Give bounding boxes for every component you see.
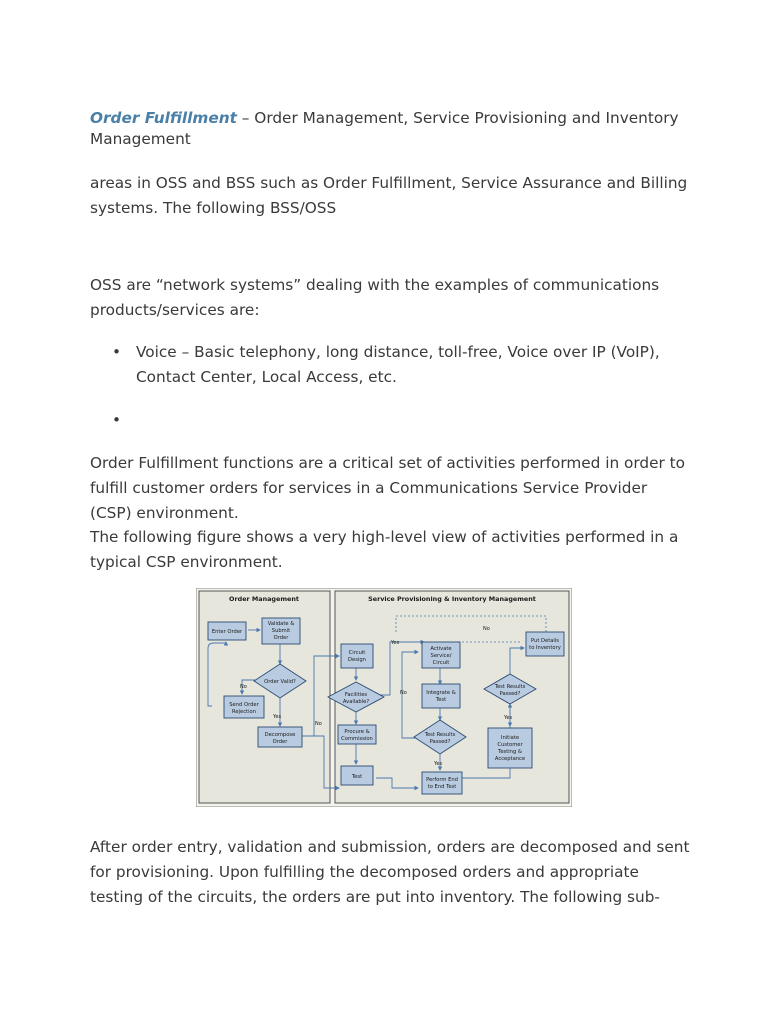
- label-perform-2: to End Test: [427, 784, 457, 790]
- label-perform-1: Perform End: [426, 777, 458, 783]
- label-integrate-2: Test: [435, 697, 447, 703]
- label-put-details-1: Put Details: [531, 638, 559, 644]
- panel-title-service-provisioning: Service Provisioning & Inventory Management: [368, 595, 536, 603]
- label-activate-1: Activate: [430, 646, 452, 652]
- label-test-results-right-2: Passed?: [499, 691, 521, 697]
- label-send-rejection-1: Send Order: [229, 702, 259, 708]
- label-decompose-2: Order: [272, 739, 288, 745]
- label-circuit-1: Circuit: [348, 650, 366, 656]
- label-procure-1: Procure &: [344, 729, 370, 735]
- section-heading: [90, 108, 690, 150]
- label-decompose-1: Decompose: [264, 732, 296, 738]
- put-details-box: [526, 632, 564, 656]
- label-facilities-1: Facilities: [344, 692, 368, 698]
- label-initiate-4: Acceptance: [494, 756, 526, 762]
- list-item: [90, 340, 690, 390]
- initiate-testing-box: [488, 728, 532, 768]
- label-no-reject: No: [240, 684, 247, 690]
- panel-title-order-management: Order Management: [229, 595, 299, 603]
- label-activate-3: Circuit: [432, 660, 450, 666]
- bullet-marker: •: [112, 411, 122, 429]
- heading-rest: – Order Management, Service Provisioning and Inventory Management: [90, 109, 679, 148]
- label-test-results-mid-1: Test Results: [424, 732, 456, 738]
- paragraph-oss-network-systems: OSS are “network systems” dealing with the examples of communications products/services are:: [90, 276, 660, 319]
- bullet-text: Voice – Basic telephony, long distance, toll-free, Voice over IP (VoIP), Contact Center, Local Access, etc.: [136, 343, 660, 386]
- label-activate-2: Service/: [430, 653, 452, 659]
- paragraph-figure-intro: The following figure shows a very high-level view of activities performed in a typical CSP environment.: [90, 528, 679, 571]
- list-item: [90, 408, 690, 433]
- label-integrate-1: Integrate &: [426, 690, 456, 696]
- label-test-results-right-1: Test Results: [494, 684, 526, 690]
- label-initiate-3: Testing &: [498, 749, 522, 755]
- label-yes-right: Yes: [504, 715, 513, 721]
- label-validate-1: Validate &: [267, 621, 295, 627]
- label-test: Test: [351, 774, 363, 780]
- perform-end-box: [422, 772, 462, 794]
- label-put-details-2: to Inventory: [529, 645, 561, 651]
- label-initiate-2: Customer: [497, 742, 523, 748]
- label-no-facilities: No: [315, 721, 322, 727]
- services-bullet-list: [90, 340, 690, 433]
- label-yes-mid: Yes: [434, 761, 443, 767]
- label-yes-facilities: Yes: [391, 640, 400, 646]
- label-yes-valid: Yes: [273, 714, 282, 720]
- paragraph-oss-bss-areas: areas in OSS and BSS such as Order Fulfillment, Service Assurance and Billing systems. The following BSS/OSS: [90, 174, 688, 217]
- label-facilities-2: Available?: [342, 699, 370, 705]
- label-procure-2: Commission: [341, 736, 373, 742]
- flowchart-svg: [196, 588, 572, 807]
- label-no-top: No: [483, 626, 490, 632]
- paragraph-after-order-entry: After order entry, validation and submission, orders are decomposed and sent for provisioning. Upon fulfilling the decomposed orders and appropriate testing of the circuits, the orders are put into inventory. The following sub-: [90, 838, 690, 906]
- order-fulfillment-flowchart: [196, 588, 572, 807]
- label-enter-order: Enter Order: [211, 629, 243, 635]
- paragraph-order-fulfillment-functions: Order Fulfillment functions are a critical set of activities performed in order to fulfill customer orders for services in a Communications Service Provider (CSP) environment.: [90, 454, 686, 522]
- integrate-box: [422, 684, 460, 708]
- label-validate-3: Order: [273, 635, 289, 641]
- label-test-results-mid-2: Passed?: [429, 739, 451, 745]
- label-no-mid: No: [400, 690, 407, 696]
- label-validate-2: Submit: [271, 628, 291, 634]
- label-circuit-2: Design: [348, 657, 366, 663]
- bullet-marker: •: [112, 343, 122, 361]
- heading-accent: Order Fulfillment: [90, 109, 237, 127]
- label-order-valid: Order Valid?: [264, 679, 296, 685]
- label-send-rejection-2: Rejection: [232, 709, 256, 715]
- circuit-design-box: [341, 644, 373, 668]
- label-initiate-1: Initiate: [500, 735, 520, 741]
